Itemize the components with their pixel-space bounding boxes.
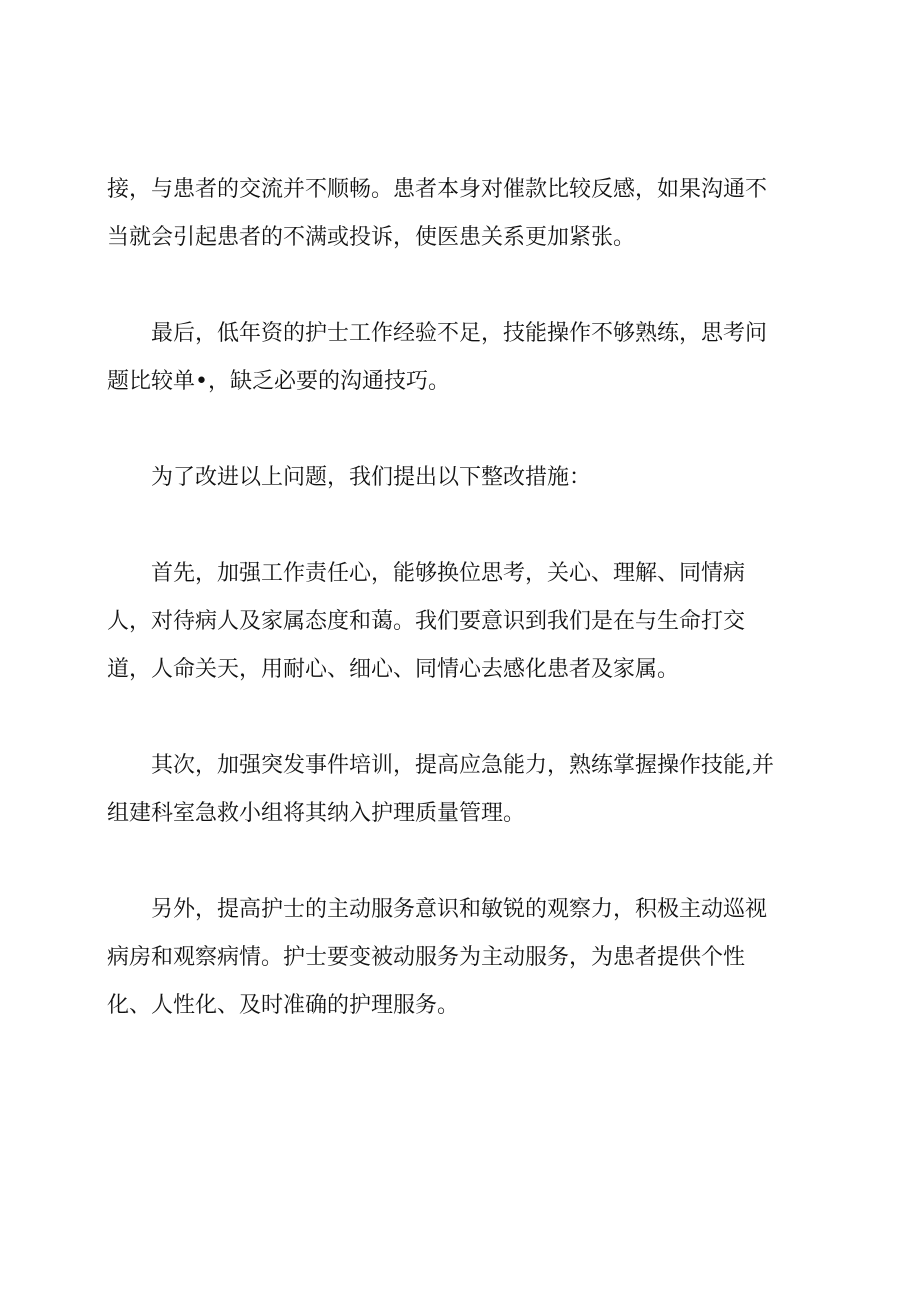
paragraph-additional-measure <box>107 886 807 1030</box>
paragraph-second-measure <box>107 742 807 838</box>
paragraph-first-measure <box>107 550 807 694</box>
paragraph-line: 首先，加强工作责任心，能够换位思考，关心、理解、同情病 <box>151 561 746 586</box>
paragraph-line: 病房和观察病情。护士要变被动服务为主动服务，为患者提供个性 <box>107 945 746 970</box>
paragraph-line: 最后，低年资的护士工作经验不足，技能操作不够熟练，思考问 <box>151 321 768 346</box>
paragraph-measures-intro <box>107 454 807 502</box>
paragraph-lastly <box>107 310 807 406</box>
paragraph-line: 为了改进以上问题，我们提出以下整改措施： <box>151 465 592 490</box>
document-body <box>107 166 807 1078</box>
paragraph-line: 化、人性化、及时准确的护理服务。 <box>107 993 460 1018</box>
paragraph-line: 接，与患者的交流并不顺畅。患者本身对催款比较反感，如果沟通不 <box>107 177 768 202</box>
paragraph-line: 另外，提高护士的主动服务意识和敏锐的观察力，积极主动巡视 <box>151 897 768 922</box>
paragraph-communication-issue <box>107 166 807 262</box>
paragraph-line: 组建科室急救小组将其纳入护理质量管理。 <box>107 801 526 826</box>
paragraph-line: 人，对待病人及家属态度和蔼。我们要意识到我们是在与生命打交 <box>107 609 746 634</box>
paragraph-line: 当就会引起患者的不满或投诉，使医患关系更加紧张。 <box>107 225 636 250</box>
paragraph-line: 道，人命关天，用耐心、细心、同情心去感化患者及家属。 <box>107 657 680 682</box>
paragraph-line: 题比较单•，缺乏必要的沟通技巧。 <box>107 369 450 394</box>
paragraph-line: 其次，加强突发事件培训，提高应急能力，熟练掌握操作技能,并 <box>151 753 774 778</box>
